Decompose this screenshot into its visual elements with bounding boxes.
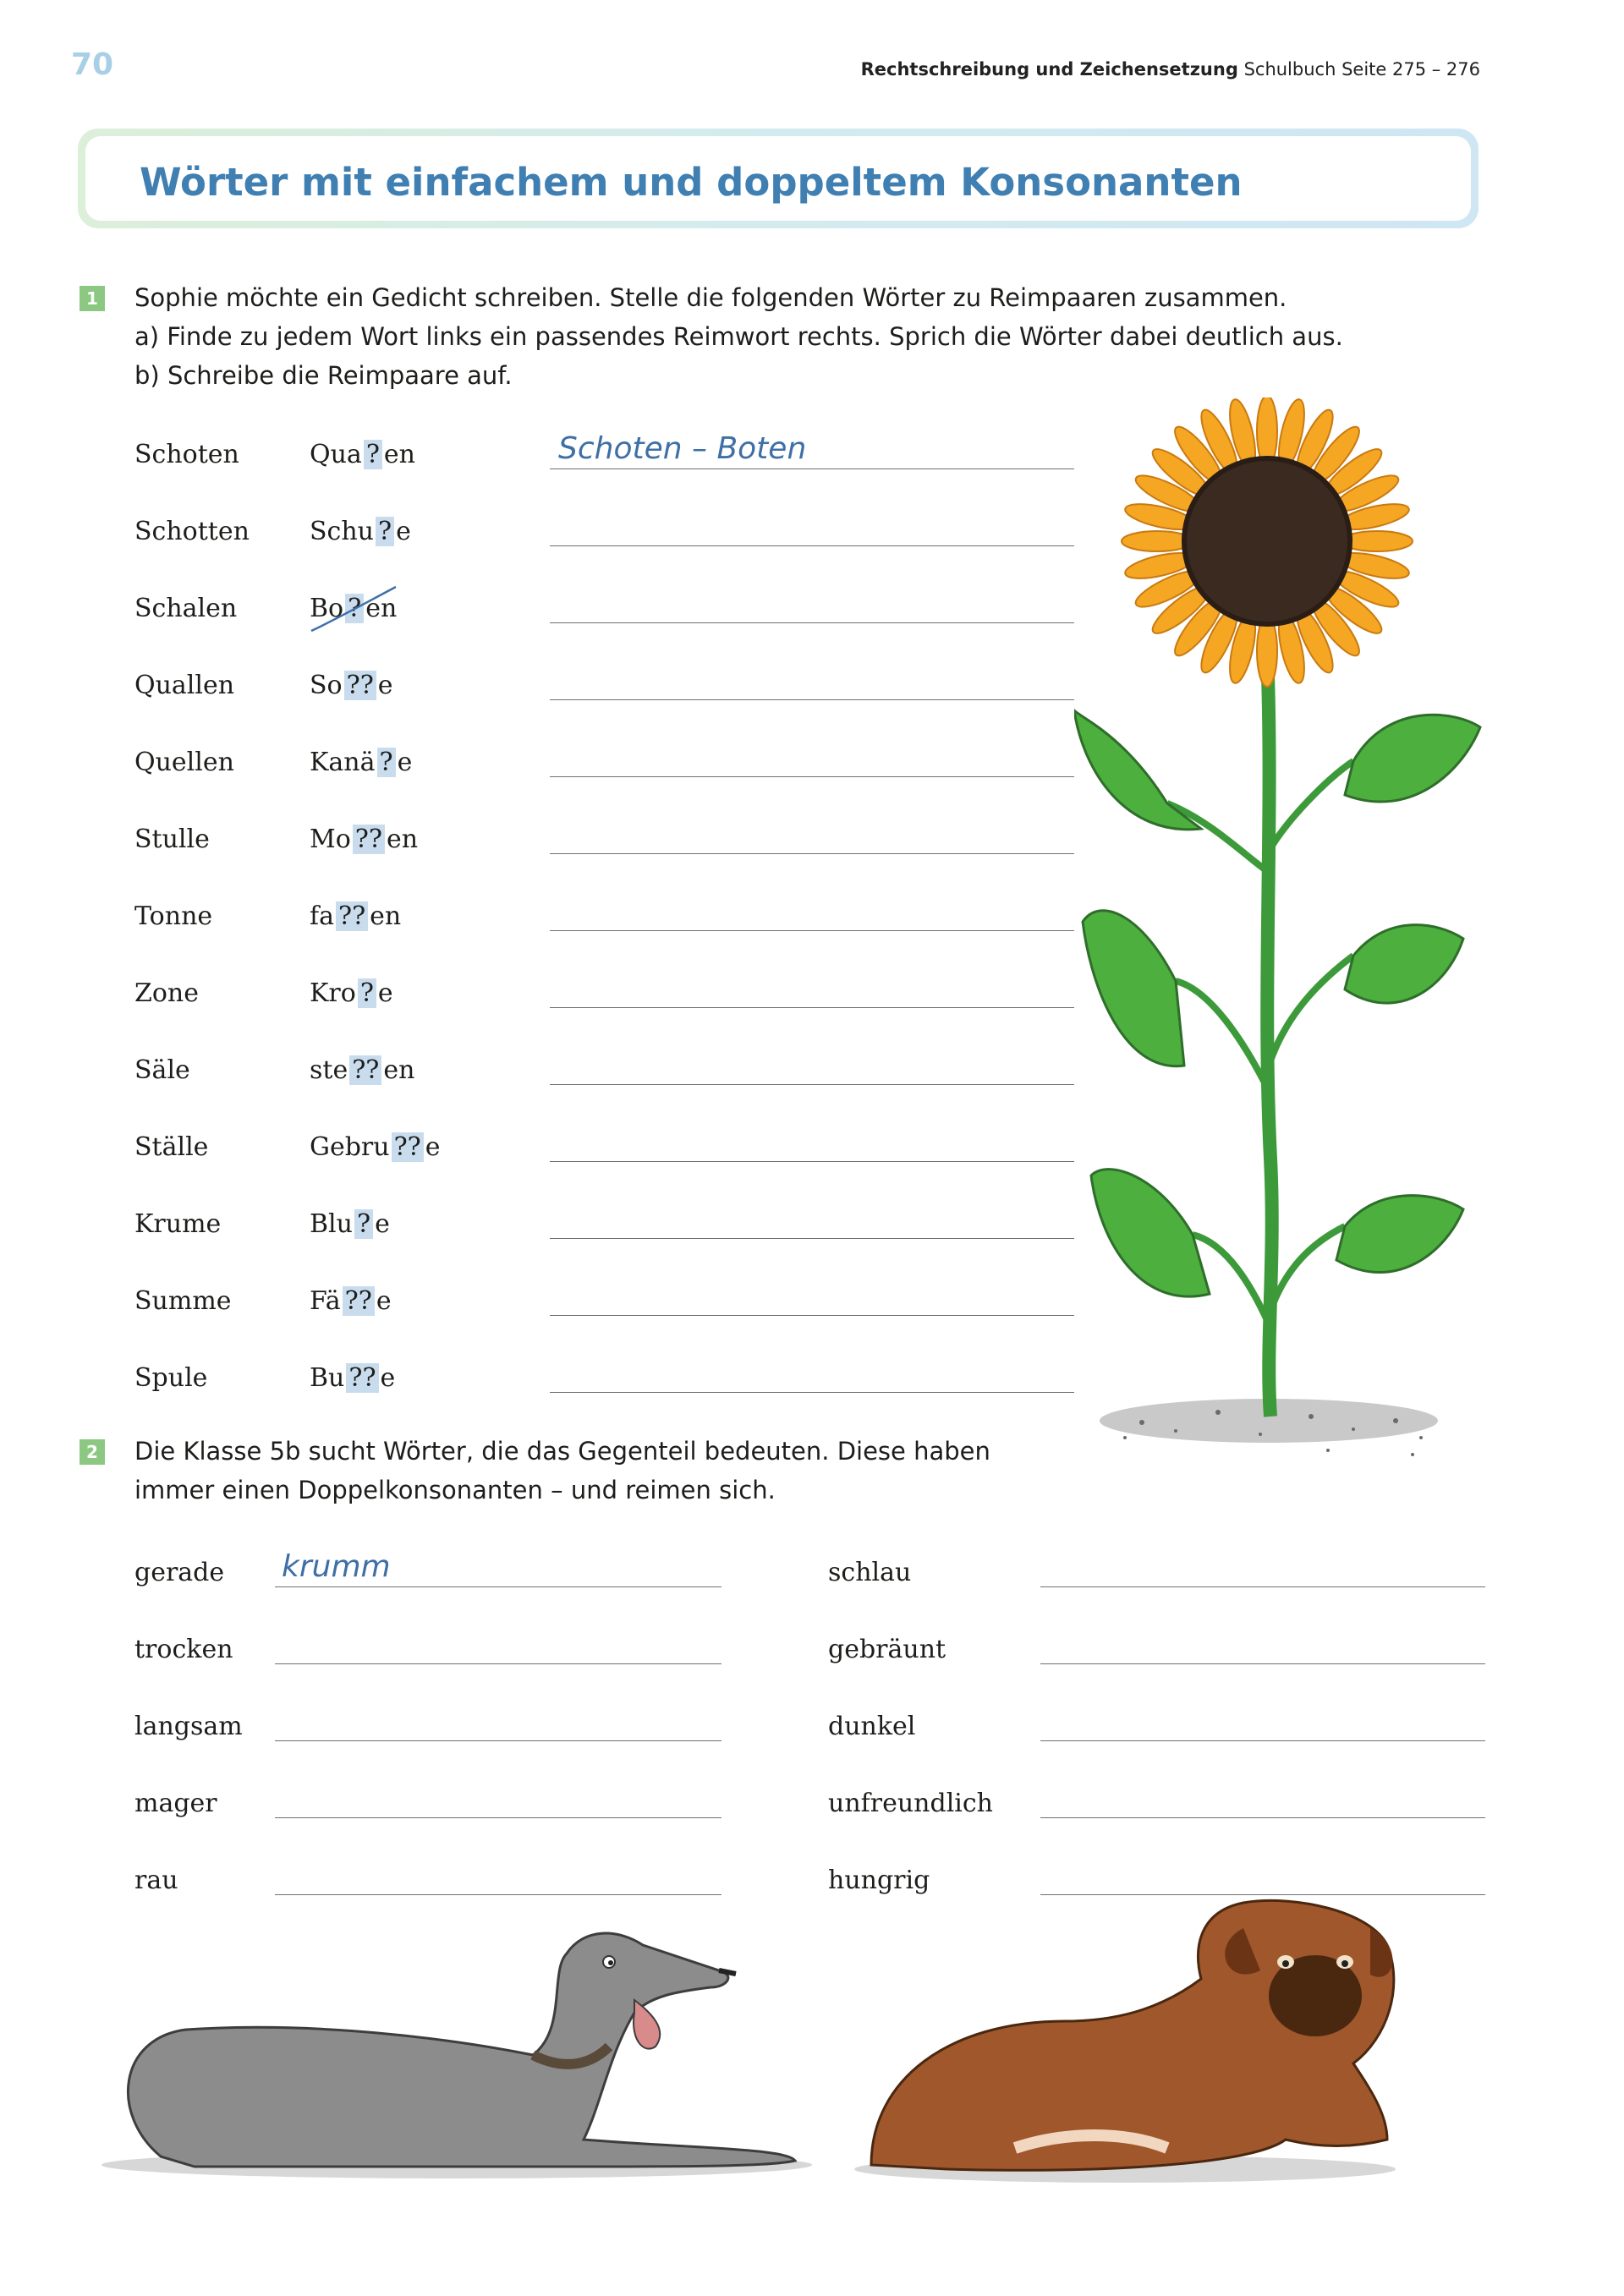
task-2-line: immer einen Doppelkonsonanten – und reimen sich. [134,1476,776,1504]
answer-line[interactable] [550,930,1074,931]
section-title: Rechtschreibung und Zeichensetzung [860,59,1238,79]
task1-word: Stulle [134,825,210,854]
task1-word: Schalen [134,594,238,623]
fragment-start: Bo [310,594,344,623]
task1-rhyme-fragment [310,901,401,931]
antonym-word: rau [134,1866,178,1895]
fragment-end: e [377,978,393,1008]
answer-line[interactable] [275,1586,721,1587]
answer-line[interactable] [550,1315,1074,1316]
answer-line[interactable] [550,1007,1074,1008]
answer-line[interactable] [550,1084,1074,1085]
page-title: Wörter mit einfachem und doppeltem Konsonanten [140,160,1243,205]
answer-line[interactable] [275,1894,721,1895]
antonym-word: langsam [134,1712,243,1741]
answer-line[interactable] [275,1740,721,1741]
fragment-end: en [383,440,415,469]
task1-word: Quallen [134,671,235,700]
missing-letter-gap: ?? [353,825,385,854]
task1-word: Spule [134,1363,208,1393]
task1-rhyme-fragment [310,978,393,1008]
task-2-line: Die Klasse 5b sucht Wörter, die das Gegenteil bedeuten. Diese haben [134,1437,990,1466]
antonym-word: dunkel [828,1712,916,1741]
task-2-badge: 2 [80,1439,105,1465]
fragment-end: e [377,671,393,700]
fragment-end: e [397,748,413,777]
task-1-badge: 1 [80,286,105,311]
answer-line[interactable] [550,699,1074,700]
fragment-start: fa [310,901,334,931]
task1-rhyme-fragment [310,1132,441,1162]
fragment-end: en [365,594,398,623]
fragment-start: Fä [310,1286,341,1316]
fragment-start: ste [310,1055,348,1085]
missing-letter-gap: ? [377,748,396,777]
answer-line[interactable] [1040,1817,1485,1818]
fragment-start: Kro [310,978,356,1008]
answer-line[interactable] [550,776,1074,777]
missing-letter-gap: ? [354,1209,373,1239]
answer-line[interactable] [550,853,1074,854]
greyhound-illustration [93,1920,820,2190]
task-1-line: Sophie möchte ein Gedicht schreiben. Stelle die folgenden Wörter zu Reimpaaren zusammen. [134,283,1287,312]
antonym-word: gebräunt [828,1635,946,1664]
fragment-start: So [310,671,343,700]
missing-letter-gap: ? [364,440,382,469]
answer-line[interactable] [550,1161,1074,1162]
missing-letter-gap: ?? [343,1286,375,1316]
fragment-end: e [376,1286,392,1316]
running-header [861,59,1480,79]
missing-letter-gap: ?? [346,1363,378,1393]
fragment-end: e [425,1132,441,1162]
task1-rhyme-fragment [310,1209,390,1239]
textbook-reference: Schulbuch Seite 275 – 276 [1243,59,1480,79]
task1-word: Schotten [134,517,250,546]
answer-line[interactable] [550,1238,1074,1239]
answer-line[interactable] [550,622,1074,623]
task1-rhyme-fragment [310,1363,395,1393]
antonym-word: hungrig [828,1866,930,1895]
answer-line[interactable] [1040,1663,1485,1664]
task1-word: Tonne [134,901,213,931]
task1-word: Summe [134,1286,232,1316]
missing-letter-gap: ?? [344,671,376,700]
answer-line[interactable] [550,1392,1074,1393]
missing-letter-gap: ?? [336,901,368,931]
fragment-end: e [380,1363,396,1393]
task1-rhyme-fragment [310,517,411,546]
answer-line[interactable] [275,1663,721,1664]
fragment-start: Kanä [310,748,376,777]
task1-word: Schoten [134,440,239,469]
fragment-end: e [396,517,411,546]
task1-rhyme-fragment [310,1286,392,1316]
task-1-instructions [134,278,1343,395]
fragment-start: Bu [310,1363,345,1393]
answer-line[interactable] [550,545,1074,546]
missing-letter-gap: ? [358,978,376,1008]
answer-line[interactable] [1040,1586,1485,1587]
antonym-word: unfreundlich [828,1789,993,1818]
task-1-line: b) Schreibe die Reimpaare auf. [134,361,513,390]
fragment-start: Qua [310,440,362,469]
handwritten-answer: Schoten – Boten [558,431,807,466]
missing-letter-gap: ?? [349,1055,381,1085]
antonym-word: schlau [828,1558,912,1587]
fragment-start: Schu [310,517,374,546]
task1-rhyme-fragment [310,1055,414,1085]
fragment-end: en [383,1055,415,1085]
fragment-end: en [386,825,419,854]
task1-rhyme-fragment [310,825,418,854]
task-1-line: a) Finde zu jedem Wort links ein passendes Reimwort rechts. Sprich die Wörter dabei deutlich aus. [134,322,1343,351]
page-number: 70 [71,47,114,82]
strike-mark [308,584,401,634]
task1-word: Zone [134,978,199,1008]
task1-rhyme-fragment [310,440,415,469]
fragment-start: Blu [310,1209,353,1239]
task-2-instructions [134,1432,990,1510]
sunflower-illustration [1074,397,1497,1471]
antonym-word: mager [134,1789,217,1818]
task1-word: Ställe [134,1132,209,1162]
task1-word: Quellen [134,748,234,777]
title-box [78,129,1479,228]
fragment-end: en [370,901,402,931]
task1-word: Krume [134,1209,222,1239]
missing-letter-gap: ? [376,517,394,546]
answer-line[interactable] [275,1817,721,1818]
handwritten-answer: krumm [282,1549,391,1584]
antonym-word: gerade [134,1558,225,1587]
fragment-start: Gebru [310,1132,390,1162]
answer-line[interactable] [1040,1740,1485,1741]
missing-letter-gap: ? [345,594,364,623]
task1-word: Säle [134,1055,190,1085]
task1-rhyme-fragment [310,748,412,777]
fragment-end: e [375,1209,390,1239]
antonym-word: trocken [134,1635,233,1664]
fragment-start: Mo [310,825,351,854]
bulldog-illustration [846,1894,1438,2199]
task1-rhyme-fragment [310,671,393,700]
missing-letter-gap: ?? [392,1132,424,1162]
